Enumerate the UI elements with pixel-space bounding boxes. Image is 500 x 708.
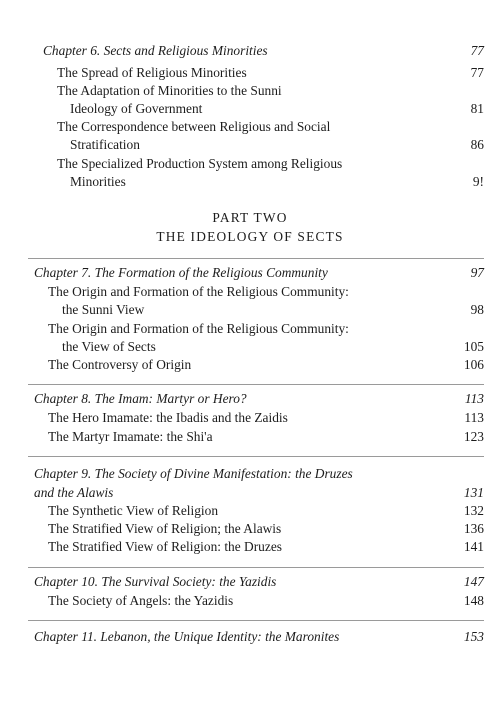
toc-entry-title: The Society of Angels: the Yazidis: [48, 593, 234, 608]
toc-entry-title: Chapter 11. Lebanon, the Unique Identity: the Maronites: [34, 629, 340, 644]
toc-entry-title: The Adaptation of Minorities to the Sunni: [57, 83, 282, 98]
toc-entry-title: Chapter 10. The Survival Society: the Yazidis: [34, 574, 277, 589]
section-divider: [28, 567, 484, 568]
toc-entry-title: Chapter 6. Sects and Religious Minorities: [43, 43, 268, 58]
toc-page-number: 77: [470, 65, 484, 80]
toc-page-number: 136: [463, 521, 484, 536]
toc-entry-title: The Stratified View of Religion; the Alawis: [48, 521, 282, 536]
toc-entry-title: The Stratified View of Religion: the Druzes: [48, 539, 282, 554]
toc-page-number: 153: [463, 629, 484, 644]
toc-page-number: 123: [463, 429, 484, 444]
toc-page-number: 113: [464, 391, 484, 406]
toc-page-number: 105: [463, 339, 484, 354]
toc-page-number: 147: [463, 574, 484, 589]
toc-page-number: 86: [470, 137, 484, 152]
toc-page-number: 148: [463, 593, 484, 608]
toc-page-number: 9!: [472, 174, 484, 189]
toc-page-number: 81: [470, 101, 484, 116]
toc-page-number: 98: [470, 302, 484, 317]
toc-entry-title: Minorities: [70, 174, 126, 189]
toc-page-number: 132: [463, 503, 484, 518]
section-divider: [28, 384, 484, 385]
section-divider: [28, 456, 484, 457]
toc-entry-title: The Hero Imamate: the Ibadis and the Zaidis: [48, 410, 288, 425]
part-heading: PART TWO: [212, 210, 288, 225]
toc-page-number: 106: [463, 357, 484, 372]
toc-entry-title: the Sunni View: [62, 302, 145, 317]
toc-page-number: 97: [470, 265, 484, 280]
toc-page-number: 113: [464, 410, 484, 425]
toc-entry-title: Stratification: [70, 137, 140, 152]
section-divider: [28, 620, 484, 621]
toc-entry-title: The Controversy of Origin: [48, 357, 192, 372]
toc-entry-title: the View of Sects: [62, 339, 156, 354]
toc-page-number: 77: [470, 43, 484, 58]
toc-entry-title: Chapter 9. The Society of Divine Manifestation: the Druzes: [34, 466, 353, 481]
section-divider: [28, 258, 484, 259]
toc-entry-title: The Origin and Formation of the Religious Community:: [48, 321, 349, 336]
toc-entry-title: The Spread of Religious Minorities: [57, 65, 247, 80]
toc-entry-title: Chapter 7. The Formation of the Religious Community: [34, 265, 328, 280]
toc-entry-title: The Correspondence between Religious and Social: [57, 119, 331, 134]
toc-entry-title: The Specialized Production System among Religious: [57, 156, 343, 171]
toc-entry-title: The Martyr Imamate: the Shi'a: [48, 429, 213, 444]
part-title: THE IDEOLOGY OF SECTS: [156, 229, 344, 244]
toc-page-number: 141: [463, 539, 484, 554]
toc-entry-title: and the Alawis: [34, 485, 114, 500]
toc-entry-title: Chapter 8. The Imam: Martyr or Hero?: [34, 391, 247, 406]
toc-entry-title: Ideology of Government: [70, 101, 203, 116]
toc-entry-title: The Origin and Formation of the Religious Community:: [48, 284, 349, 299]
toc-entry-title: The Synthetic View of Religion: [48, 503, 219, 518]
toc-page-number: 131: [463, 485, 484, 500]
